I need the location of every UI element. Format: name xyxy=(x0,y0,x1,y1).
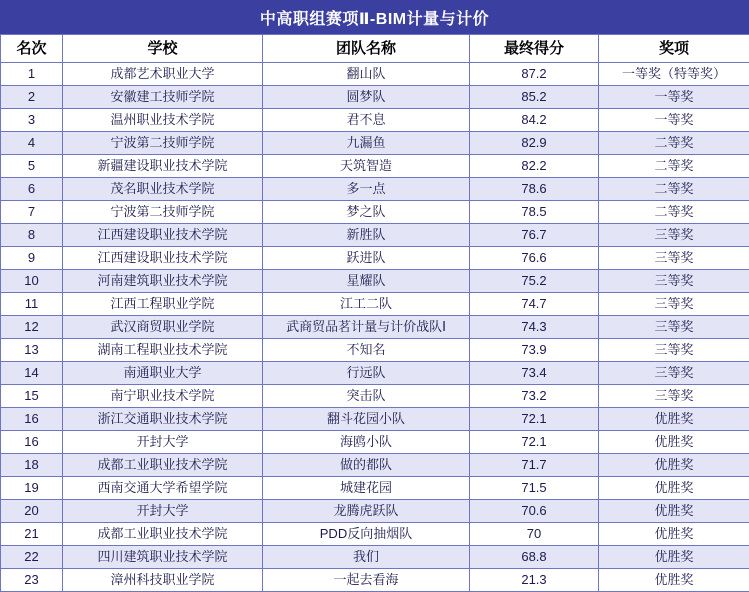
table-header xyxy=(1,35,749,63)
cell-team: PDD反向抽烟队 xyxy=(263,523,470,546)
cell-score: 87.2 xyxy=(470,63,599,86)
cell-score: 85.2 xyxy=(470,86,599,109)
cell-award: 三等奖 xyxy=(599,385,749,408)
table-row xyxy=(1,224,749,247)
table-row xyxy=(1,385,749,408)
cell-rank: 23 xyxy=(1,569,63,592)
cell-score: 72.1 xyxy=(470,431,599,454)
cell-school: 宁波第二技师学院 xyxy=(63,132,263,155)
table-row xyxy=(1,109,749,132)
cell-school: 南通职业大学 xyxy=(63,362,263,385)
cell-team: 行远队 xyxy=(263,362,470,385)
column-header-rank: 名次 xyxy=(1,35,63,63)
cell-team: 城建花园 xyxy=(263,477,470,500)
cell-rank: 14 xyxy=(1,362,63,385)
table-row xyxy=(1,362,749,385)
table-row xyxy=(1,270,749,293)
cell-school: 四川建筑职业技术学院 xyxy=(63,546,263,569)
cell-team: 龙腾虎跃队 xyxy=(263,500,470,523)
cell-award: 二等奖 xyxy=(599,155,749,178)
cell-award: 三等奖 xyxy=(599,293,749,316)
cell-score: 74.3 xyxy=(470,316,599,339)
cell-score: 70 xyxy=(470,523,599,546)
cell-award: 一等奖（特等奖） xyxy=(599,63,749,86)
cell-score: 82.9 xyxy=(470,132,599,155)
cell-school: 江西工程职业学院 xyxy=(63,293,263,316)
cell-score: 73.9 xyxy=(470,339,599,362)
cell-rank: 4 xyxy=(1,132,63,155)
table-row xyxy=(1,339,749,362)
cell-school: 江西建设职业技术学院 xyxy=(63,224,263,247)
cell-school: 茂名职业技术学院 xyxy=(63,178,263,201)
table-row xyxy=(1,500,749,523)
cell-rank: 11 xyxy=(1,293,63,316)
cell-award: 三等奖 xyxy=(599,270,749,293)
table-row xyxy=(1,178,749,201)
table-row xyxy=(1,477,749,500)
cell-school: 开封大学 xyxy=(63,500,263,523)
table-row xyxy=(1,201,749,224)
cell-school: 河南建筑职业技术学院 xyxy=(63,270,263,293)
cell-school: 江西建设职业技术学院 xyxy=(63,247,263,270)
table-row xyxy=(1,569,749,592)
cell-school: 开封大学 xyxy=(63,431,263,454)
cell-team: 新胜队 xyxy=(263,224,470,247)
table-header-row xyxy=(1,35,749,63)
cell-award: 三等奖 xyxy=(599,362,749,385)
cell-rank: 5 xyxy=(1,155,63,178)
cell-rank: 2 xyxy=(1,86,63,109)
cell-rank: 3 xyxy=(1,109,63,132)
cell-school: 成都艺术职业大学 xyxy=(63,63,263,86)
cell-school: 新疆建设职业技术学院 xyxy=(63,155,263,178)
column-header-team: 团队名称 xyxy=(263,35,470,63)
cell-rank: 21 xyxy=(1,523,63,546)
cell-rank: 15 xyxy=(1,385,63,408)
table-row xyxy=(1,293,749,316)
column-header-school: 学校 xyxy=(63,35,263,63)
cell-score: 72.1 xyxy=(470,408,599,431)
cell-score: 70.6 xyxy=(470,500,599,523)
cell-award: 三等奖 xyxy=(599,247,749,270)
table-row xyxy=(1,247,749,270)
cell-rank: 8 xyxy=(1,224,63,247)
cell-rank: 9 xyxy=(1,247,63,270)
cell-rank: 12 xyxy=(1,316,63,339)
cell-team: 星耀队 xyxy=(263,270,470,293)
cell-team: 我们 xyxy=(263,546,470,569)
cell-team: 不知名 xyxy=(263,339,470,362)
cell-team: 圆梦队 xyxy=(263,86,470,109)
table-row xyxy=(1,454,749,477)
cell-score: 21.3 xyxy=(470,569,599,592)
cell-school: 温州职业技术学院 xyxy=(63,109,263,132)
cell-award: 优胜奖 xyxy=(599,523,749,546)
cell-score: 74.7 xyxy=(470,293,599,316)
cell-school: 湖南工程职业技术学院 xyxy=(63,339,263,362)
cell-school: 武汉商贸职业学院 xyxy=(63,316,263,339)
table-row xyxy=(1,63,749,86)
cell-score: 75.2 xyxy=(470,270,599,293)
cell-team: 翻斗花园小队 xyxy=(263,408,470,431)
cell-rank: 16 xyxy=(1,408,63,431)
cell-score: 76.6 xyxy=(470,247,599,270)
cell-score: 71.7 xyxy=(470,454,599,477)
cell-team: 武商贸品茗计量与计价战队Ⅰ xyxy=(263,316,470,339)
cell-school: 成都工业职业技术学院 xyxy=(63,523,263,546)
cell-school: 宁波第二技师学院 xyxy=(63,201,263,224)
cell-team: 翻山队 xyxy=(263,63,470,86)
table-body xyxy=(1,63,749,592)
cell-school: 南宁职业技术学院 xyxy=(63,385,263,408)
cell-rank: 16 xyxy=(1,431,63,454)
cell-award: 二等奖 xyxy=(599,132,749,155)
cell-rank: 1 xyxy=(1,63,63,86)
table-row xyxy=(1,523,749,546)
column-header-award: 奖项 xyxy=(599,35,749,63)
cell-score: 71.5 xyxy=(470,477,599,500)
table-row xyxy=(1,86,749,109)
table-row xyxy=(1,431,749,454)
table-row xyxy=(1,132,749,155)
cell-school: 安徽建工技师学院 xyxy=(63,86,263,109)
results-table xyxy=(0,34,749,592)
cell-score: 78.6 xyxy=(470,178,599,201)
table-row xyxy=(1,316,749,339)
cell-score: 78.5 xyxy=(470,201,599,224)
cell-award: 二等奖 xyxy=(599,201,749,224)
cell-team: 江工二队 xyxy=(263,293,470,316)
cell-award: 优胜奖 xyxy=(599,431,749,454)
cell-score: 73.2 xyxy=(470,385,599,408)
cell-school: 漳州科技职业学院 xyxy=(63,569,263,592)
table-row xyxy=(1,408,749,431)
cell-team: 海鸥小队 xyxy=(263,431,470,454)
cell-award: 一等奖 xyxy=(599,109,749,132)
cell-school: 成都工业职业技术学院 xyxy=(63,454,263,477)
cell-score: 84.2 xyxy=(470,109,599,132)
cell-rank: 18 xyxy=(1,454,63,477)
cell-award: 优胜奖 xyxy=(599,500,749,523)
cell-score: 82.2 xyxy=(470,155,599,178)
cell-rank: 10 xyxy=(1,270,63,293)
cell-award: 优胜奖 xyxy=(599,408,749,431)
cell-school: 西南交通大学希望学院 xyxy=(63,477,263,500)
page-title-text: 中高职组赛项Ⅱ-BIM计量与计价 xyxy=(260,6,489,29)
cell-award: 三等奖 xyxy=(599,316,749,339)
cell-award: 一等奖 xyxy=(599,86,749,109)
cell-school: 浙江交通职业技术学院 xyxy=(63,408,263,431)
cell-rank: 22 xyxy=(1,546,63,569)
cell-rank: 19 xyxy=(1,477,63,500)
cell-award: 优胜奖 xyxy=(599,569,749,592)
cell-team: 做的都队 xyxy=(263,454,470,477)
page-title xyxy=(0,0,749,34)
cell-award: 二等奖 xyxy=(599,178,749,201)
cell-award: 三等奖 xyxy=(599,339,749,362)
cell-team: 一起去看海 xyxy=(263,569,470,592)
cell-rank: 7 xyxy=(1,201,63,224)
cell-award: 三等奖 xyxy=(599,224,749,247)
cell-rank: 20 xyxy=(1,500,63,523)
cell-award: 优胜奖 xyxy=(599,546,749,569)
cell-score: 73.4 xyxy=(470,362,599,385)
cell-team: 多一点 xyxy=(263,178,470,201)
cell-team: 梦之队 xyxy=(263,201,470,224)
table-row xyxy=(1,546,749,569)
cell-score: 68.8 xyxy=(470,546,599,569)
cell-rank: 13 xyxy=(1,339,63,362)
cell-team: 君不息 xyxy=(263,109,470,132)
cell-team: 突击队 xyxy=(263,385,470,408)
cell-rank: 6 xyxy=(1,178,63,201)
table-row xyxy=(1,155,749,178)
cell-award: 优胜奖 xyxy=(599,477,749,500)
cell-team: 天筑智造 xyxy=(263,155,470,178)
cell-score: 76.7 xyxy=(470,224,599,247)
cell-team: 九漏鱼 xyxy=(263,132,470,155)
cell-award: 优胜奖 xyxy=(599,454,749,477)
cell-team: 跃进队 xyxy=(263,247,470,270)
column-header-score: 最终得分 xyxy=(470,35,599,63)
